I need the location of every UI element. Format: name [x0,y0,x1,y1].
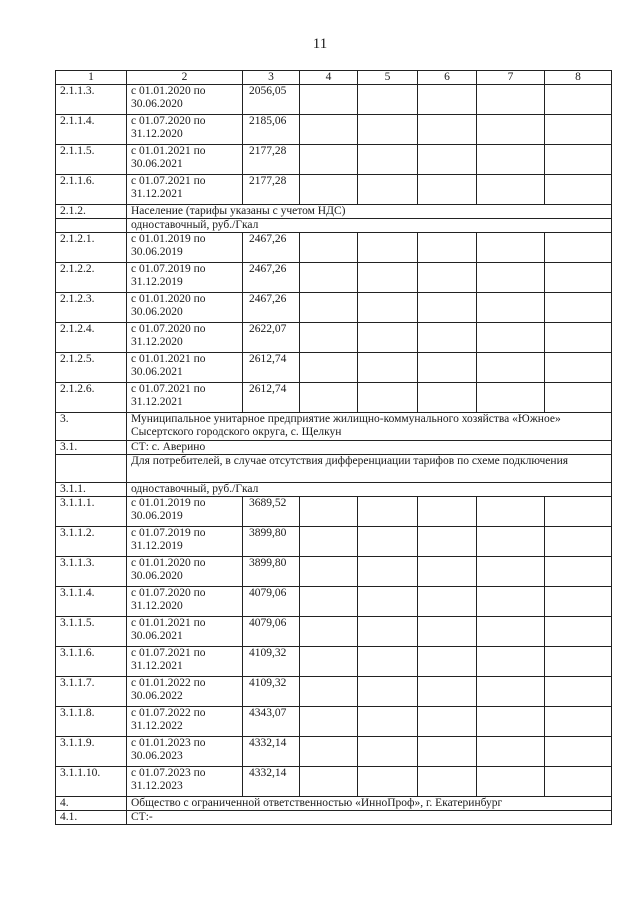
section-row [56,455,612,483]
empty-cell [358,353,418,383]
row-number: 3. [56,413,127,441]
header-row [56,71,612,85]
table-row [56,293,612,323]
empty-cell [477,707,545,737]
empty-cell [545,707,612,737]
empty-cell [545,647,612,677]
tariff-value: 3899,80 [243,557,300,587]
row-number: 3.1.1.4. [56,587,127,617]
tariff-value: 2177,28 [243,175,300,205]
section-text: СТ:- [127,811,612,825]
row-number: 2.1.1.4. [56,115,127,145]
tariff-value: 2622,07 [243,323,300,353]
tariff-table [55,70,612,825]
period-cell: с 01.01.2021 по 30.06.2021 [127,617,243,647]
row-number: 2.1.2.6. [56,383,127,413]
row-number: 3.1.1.6. [56,647,127,677]
period-cell: с 01.07.2021 по 31.12.2021 [127,647,243,677]
table-row [56,323,612,353]
row-number: 2.1.1.3. [56,85,127,115]
section-text: Население (тарифы указаны с учетом НДС) [127,205,612,219]
tariff-value: 2056,05 [243,85,300,115]
section-row [56,205,612,219]
empty-cell [545,323,612,353]
empty-cell [418,383,477,413]
row-number: 2.1.2.5. [56,353,127,383]
empty-cell [300,323,358,353]
row-number: 4.1. [56,811,127,825]
empty-cell [545,353,612,383]
table-row [56,737,612,767]
period-cell: с 01.01.2021 по 30.06.2021 [127,353,243,383]
empty-cell [545,557,612,587]
empty-cell [418,497,477,527]
empty-cell [358,263,418,293]
tariff-value: 2177,28 [243,145,300,175]
period-cell: с 01.01.2021 по 30.06.2021 [127,145,243,175]
empty-cell [545,263,612,293]
empty-cell [358,587,418,617]
empty-cell [300,647,358,677]
empty-cell [545,527,612,557]
row-number: 2.1.2. [56,205,127,219]
table-row [56,175,612,205]
empty-cell [418,557,477,587]
empty-cell [300,677,358,707]
section-row [56,811,612,825]
empty-cell [418,677,477,707]
period-cell: с 01.07.2019 по 31.12.2019 [127,263,243,293]
empty-cell [545,737,612,767]
empty-cell [358,145,418,175]
empty-cell [358,383,418,413]
header-cell: 2 [127,71,243,85]
table-row [56,527,612,557]
table-row [56,85,612,115]
empty-cell [358,115,418,145]
table-row [56,115,612,145]
header-cell: 3 [243,71,300,85]
tariff-value: 4332,14 [243,767,300,797]
empty-cell [477,497,545,527]
table-row [56,647,612,677]
table-row [56,557,612,587]
empty-cell [358,293,418,323]
row-number [56,455,127,483]
header-cell: 1 [56,71,127,85]
period-cell: с 01.07.2021 по 31.12.2021 [127,383,243,413]
table-row [56,497,612,527]
empty-cell [545,115,612,145]
row-number: 2.1.2.4. [56,323,127,353]
empty-cell [300,263,358,293]
header-cell: 4 [300,71,358,85]
period-cell: с 01.07.2021 по 31.12.2021 [127,175,243,205]
table-row [56,233,612,263]
row-number: 3.1.1.8. [56,707,127,737]
period-cell: с 01.07.2020 по 31.12.2020 [127,587,243,617]
empty-cell [545,677,612,707]
empty-cell [358,175,418,205]
empty-cell [300,293,358,323]
tariff-value: 4332,14 [243,737,300,767]
section-text: одноставочный, руб./Гкал [127,483,612,497]
empty-cell [418,233,477,263]
empty-cell [300,353,358,383]
period-cell: с 01.01.2023 по 30.06.2023 [127,737,243,767]
empty-cell [545,145,612,175]
empty-cell [477,617,545,647]
table-row [56,677,612,707]
empty-cell [477,293,545,323]
row-number: 3.1.1. [56,483,127,497]
empty-cell [418,353,477,383]
section-row [56,219,612,233]
empty-cell [545,293,612,323]
empty-cell [418,85,477,115]
row-number: 3.1. [56,441,127,455]
empty-cell [545,497,612,527]
empty-cell [358,85,418,115]
section-row [56,483,612,497]
table-row [56,587,612,617]
section-row [56,413,612,441]
empty-cell [358,677,418,707]
table-row [56,145,612,175]
empty-cell [300,233,358,263]
table-row [56,707,612,737]
row-number: 4. [56,797,127,811]
period-cell: с 01.07.2020 по 31.12.2020 [127,115,243,145]
row-number: 2.1.2.3. [56,293,127,323]
empty-cell [300,527,358,557]
tariff-value: 4109,32 [243,677,300,707]
empty-cell [477,737,545,767]
empty-cell [418,323,477,353]
empty-cell [418,587,477,617]
empty-cell [300,145,358,175]
section-text: Общество с ограниченной ответственностью «ИнноПроф», г. Екатеринбург [127,797,612,811]
period-cell: с 01.07.2023 по 31.12.2023 [127,767,243,797]
empty-cell [358,557,418,587]
empty-cell [300,85,358,115]
row-number: 3.1.1.9. [56,737,127,767]
section-text: СТ: с. Аверино [127,441,612,455]
empty-cell [418,617,477,647]
row-number: 3.1.1.7. [56,677,127,707]
empty-cell [418,145,477,175]
row-number: 2.1.2.1. [56,233,127,263]
section-text: одноставочный, руб./Гкал [127,219,612,233]
tariff-value: 4109,32 [243,647,300,677]
empty-cell [477,677,545,707]
empty-cell [300,497,358,527]
tariff-value: 3689,52 [243,497,300,527]
empty-cell [477,647,545,677]
row-number: 3.1.1.1. [56,497,127,527]
header-cell: 8 [545,71,612,85]
tariff-value: 2467,26 [243,293,300,323]
tariff-value: 2467,26 [243,263,300,293]
tariff-value: 2612,74 [243,383,300,413]
period-cell: с 01.07.2019 по 31.12.2019 [127,527,243,557]
empty-cell [545,767,612,797]
empty-cell [545,383,612,413]
row-number: 3.1.1.2. [56,527,127,557]
empty-cell [477,383,545,413]
period-cell: с 01.01.2019 по 30.06.2019 [127,233,243,263]
empty-cell [358,497,418,527]
section-row [56,441,612,455]
empty-cell [545,85,612,115]
section-text: Для потребителей, в случае отсутствия дифференциации тарифов по схеме подключения [127,455,612,483]
period-cell: с 01.01.2020 по 30.06.2020 [127,293,243,323]
empty-cell [300,115,358,145]
empty-cell [418,767,477,797]
row-number: 3.1.1.5. [56,617,127,647]
header-cell: 7 [477,71,545,85]
empty-cell [358,323,418,353]
table-row [56,617,612,647]
tariff-value: 2612,74 [243,353,300,383]
empty-cell [418,293,477,323]
table-row [56,353,612,383]
empty-cell [477,323,545,353]
section-row [56,797,612,811]
row-number: 2.1.1.6. [56,175,127,205]
empty-cell [477,233,545,263]
empty-cell [300,557,358,587]
empty-cell [300,767,358,797]
empty-cell [477,557,545,587]
empty-cell [418,115,477,145]
empty-cell [477,115,545,145]
empty-cell [418,647,477,677]
empty-cell [300,737,358,767]
empty-cell [477,527,545,557]
empty-cell [358,647,418,677]
empty-cell [477,767,545,797]
empty-cell [418,527,477,557]
tariff-value: 4343,07 [243,707,300,737]
period-cell: с 01.01.2020 по 30.06.2020 [127,85,243,115]
page-number: 11 [312,36,328,52]
empty-cell [418,737,477,767]
header-cell: 6 [418,71,477,85]
tariff-value: 3899,80 [243,527,300,557]
empty-cell [300,707,358,737]
tariff-value: 4079,06 [243,617,300,647]
row-number: 3.1.1.10. [56,767,127,797]
empty-cell [358,767,418,797]
row-number: 2.1.1.5. [56,145,127,175]
table-row [56,263,612,293]
empty-cell [418,707,477,737]
empty-cell [358,707,418,737]
empty-cell [477,353,545,383]
period-cell: с 01.07.2022 по 31.12.2022 [127,707,243,737]
empty-cell [545,617,612,647]
period-cell: с 01.07.2020 по 31.12.2020 [127,323,243,353]
tariff-value: 2467,26 [243,233,300,263]
empty-cell [545,233,612,263]
empty-cell [300,587,358,617]
empty-cell [358,527,418,557]
header-cell: 5 [358,71,418,85]
empty-cell [477,263,545,293]
empty-cell [418,175,477,205]
table-row [56,767,612,797]
empty-cell [358,617,418,647]
empty-cell [358,233,418,263]
tariff-value: 4079,06 [243,587,300,617]
empty-cell [477,145,545,175]
empty-cell [477,175,545,205]
period-cell: с 01.01.2022 по 30.06.2022 [127,677,243,707]
empty-cell [545,587,612,617]
row-number: 3.1.1.3. [56,557,127,587]
period-cell: с 01.01.2019 по 30.06.2019 [127,497,243,527]
empty-cell [477,85,545,115]
period-cell: с 01.01.2020 по 30.06.2020 [127,557,243,587]
table-row [56,383,612,413]
row-number: 2.1.2.2. [56,263,127,293]
section-text: Муниципальное унитарное предприятие жилищно-коммунального хозяйства «Южное» Сысертского городского округа, с. Щелкун [127,413,612,441]
tariff-value: 2185,06 [243,115,300,145]
empty-cell [300,175,358,205]
empty-cell [300,383,358,413]
empty-cell [418,263,477,293]
empty-cell [300,617,358,647]
empty-cell [477,587,545,617]
row-number [56,219,127,233]
empty-cell [358,737,418,767]
empty-cell [545,175,612,205]
